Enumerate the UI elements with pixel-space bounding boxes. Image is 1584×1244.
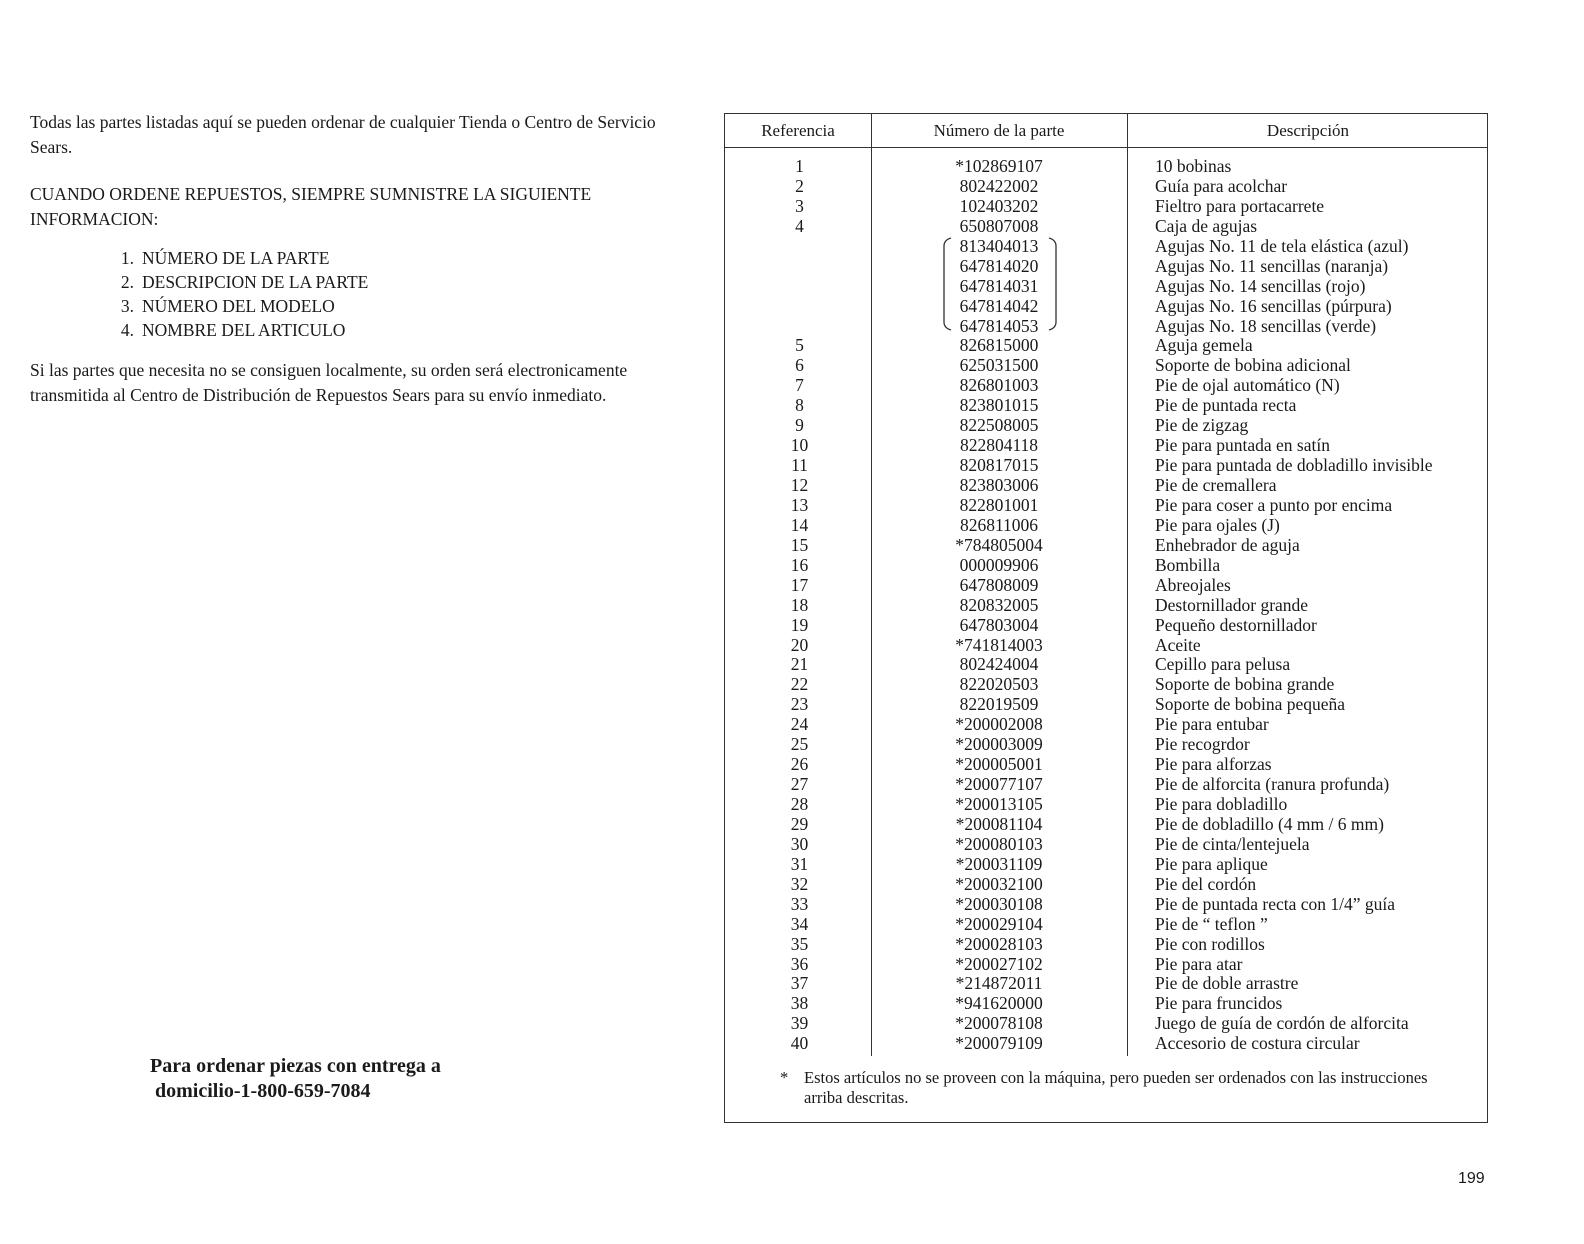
description-cell: Fieltro para portacarrete [1155, 195, 1325, 216]
table-row [725, 654, 1489, 674]
ref-cell: 10 [790, 435, 809, 456]
description-cell: Pie para fruncidos [1155, 993, 1283, 1014]
description-cell: Pie para entubar [1155, 714, 1269, 735]
part-number-cell: *200029104 [955, 913, 1043, 934]
table-row [725, 355, 1489, 375]
part-number-cell: 647803004 [959, 614, 1039, 635]
part-number-cell: 647814031 [959, 275, 1039, 296]
description-cell: Pie de doble arrastre [1155, 973, 1299, 994]
part-number-cell: *741814003 [955, 634, 1043, 655]
description-cell: Pie de cremallera [1155, 475, 1277, 495]
part-number-cell: 647814020 [959, 255, 1039, 276]
description-cell: Pie para dobladillo [1155, 794, 1288, 814]
part-number-cell: *200079109 [955, 1033, 1043, 1054]
ref-cell: 18 [790, 594, 809, 615]
order-phone-line: domicilio-1-800-659-7084 [155, 1080, 371, 1102]
ref-cell: 38 [790, 993, 809, 1014]
table-row [725, 734, 1489, 754]
table-row [725, 276, 1489, 296]
table-row [725, 415, 1489, 435]
ref-cell: 14 [790, 514, 809, 535]
ref-cell: 32 [790, 873, 809, 894]
ref-cell: 1 [795, 156, 804, 176]
intro-text: Todas las partes listadas aquí se pueden ordenar de cualquier Tienda o Centro de Servicio Sears. [30, 112, 656, 157]
ref-cell: 4 [795, 215, 804, 236]
description-cell: Agujas No. 18 sencillas (verde) [1155, 315, 1377, 336]
part-number-cell: *200078108 [955, 1013, 1043, 1034]
table-row [725, 714, 1489, 734]
ref-cell: 5 [795, 335, 804, 356]
table-row [725, 435, 1489, 455]
ref-cell: 26 [790, 754, 809, 775]
table-row [725, 894, 1489, 914]
description-cell: Soporte de bobina grande [1155, 674, 1335, 695]
ref-cell: 7 [795, 375, 804, 396]
description-cell: Pie para aplique [1155, 853, 1268, 874]
description-cell: Enhebrador de aguja [1155, 534, 1300, 555]
table-footnote [780, 1068, 1460, 1108]
part-number-cell: *200028103 [955, 933, 1043, 954]
instructions-column [30, 110, 680, 408]
ref-cell: 8 [795, 395, 804, 416]
table-row [725, 814, 1489, 834]
phone-order-callout [150, 1054, 650, 1104]
ref-cell: 27 [790, 774, 809, 795]
table-row [725, 216, 1489, 236]
footnote-text: Estos artículos no se proveen con la máquina, pero pueden ser ordenados con las instrucciones arriba descritas. [804, 1068, 1428, 1107]
ref-cell: 35 [790, 933, 809, 954]
table-row [725, 495, 1489, 515]
ref-cell: 6 [795, 355, 804, 376]
table-body [725, 156, 1489, 1053]
description-cell: Caja de agujas [1155, 215, 1258, 236]
ref-cell: 25 [790, 734, 809, 755]
list-item: 2. DESCRIPCION DE LA PARTE [120, 272, 369, 292]
description-cell: Pie de puntada recta con 1/4” guía [1155, 893, 1396, 914]
table-row [725, 1033, 1489, 1053]
part-number-cell: 823803006 [959, 475, 1039, 495]
ref-cell: 23 [790, 694, 809, 715]
part-number-cell: *200032100 [955, 873, 1043, 894]
ref-cell: 20 [790, 634, 809, 655]
part-number-cell: *200080103 [955, 833, 1043, 854]
table-row [725, 1013, 1489, 1033]
local-availability-note: Si las partes que necesita no se consiguen localmente, su orden será electronicamente transmitida al Centro de Distribución de Repuestos Sears para su envío inmediato. [30, 360, 628, 405]
part-number-cell: 000009906 [959, 554, 1039, 575]
description-cell: 10 bobinas [1155, 156, 1232, 176]
description-cell: Agujas No. 11 sencillas (naranja) [1155, 255, 1389, 276]
part-number-cell: 822508005 [959, 415, 1039, 436]
table-row [725, 575, 1489, 595]
part-number-cell: 102403202 [959, 195, 1039, 216]
part-number-cell: 820817015 [959, 455, 1039, 476]
description-cell: Pie para alforzas [1155, 754, 1272, 775]
ref-cell: 39 [790, 1013, 809, 1034]
description-cell: Pequeño destornillador [1155, 614, 1317, 635]
ref-cell: 9 [795, 415, 804, 436]
order-line-1: Para ordenar piezas con entrega a [150, 1055, 441, 1077]
table-row [725, 375, 1489, 395]
table-row [725, 296, 1489, 316]
ref-cell: 19 [790, 614, 809, 635]
description-cell: Destornillador grande [1155, 594, 1309, 615]
table-row [725, 615, 1489, 635]
table-row [725, 854, 1489, 874]
description-cell: Guía para acolchar [1155, 175, 1288, 196]
description-cell: Pie para coser a punto por encima [1155, 494, 1393, 515]
table-row [725, 595, 1489, 615]
ref-cell: 34 [790, 913, 809, 934]
description-cell: Agujas No. 11 de tela elástica (azul) [1155, 235, 1409, 256]
ref-cell: 2 [795, 175, 804, 196]
part-number-cell: *200027102 [955, 953, 1043, 974]
ref-cell: 30 [790, 833, 809, 854]
table-row [725, 834, 1489, 854]
table-row [725, 535, 1489, 555]
table-row [725, 256, 1489, 276]
part-number-cell: *200031109 [955, 853, 1043, 874]
part-number-cell: 802422002 [959, 175, 1039, 196]
description-cell: Cepillo para pelusa [1155, 654, 1291, 675]
description-cell: Abreojales [1155, 574, 1231, 595]
header-referencia: Referencia [761, 121, 835, 140]
part-number-cell: *200081104 [955, 813, 1043, 834]
table-row [725, 455, 1489, 475]
ref-cell: 21 [790, 654, 809, 675]
part-number-cell: *784805004 [955, 534, 1043, 555]
ref-cell: 31 [790, 853, 809, 874]
table-row [725, 874, 1489, 894]
header-numero-parte: Número de la parte [933, 121, 1065, 140]
description-cell: Agujas No. 16 sencillas (púrpura) [1155, 295, 1392, 316]
footnote-asterisk: * [780, 1068, 789, 1087]
description-cell: Pie para puntada en satín [1155, 435, 1330, 456]
ref-cell: 3 [795, 195, 804, 216]
ref-cell: 37 [790, 973, 809, 994]
part-number-cell: *200005001 [955, 754, 1043, 775]
part-number-cell: 826801003 [959, 375, 1039, 396]
table-row [725, 934, 1489, 954]
part-number-cell: 647814053 [959, 315, 1039, 336]
part-number-cell: 647808009 [959, 574, 1039, 595]
table-row [725, 236, 1489, 256]
table-row [725, 754, 1489, 774]
part-number-cell: 647814042 [959, 295, 1039, 316]
header-descripcion: Descripción [1266, 121, 1350, 140]
table-row [725, 335, 1489, 355]
table-row [725, 993, 1489, 1013]
ref-cell: 12 [790, 475, 809, 495]
description-cell: Pie del cordón [1155, 873, 1257, 894]
part-number-cell: 625031500 [959, 355, 1039, 376]
order-info-heading: CUANDO ORDENE REPUESTOS, SIEMPRE SUMNISTRE LA SIGUIENTE INFORMACION: [30, 184, 592, 229]
ref-cell: 33 [790, 893, 809, 914]
list-item: 4. NOMBRE DEL ARTICULO [120, 320, 346, 340]
table-row [725, 196, 1489, 216]
part-number-cell: 650807008 [959, 215, 1039, 236]
header-divider [725, 147, 1487, 148]
description-cell: Juego de guía de cordón de alforcita [1155, 1013, 1409, 1034]
description-cell: Pie de puntada recta [1155, 395, 1297, 416]
table-row [725, 635, 1489, 655]
part-number-cell: *214872011 [955, 973, 1043, 994]
table-row [725, 515, 1489, 535]
ref-cell: 22 [790, 674, 809, 695]
ref-cell: 11 [791, 455, 808, 476]
description-cell: Pie para atar [1155, 953, 1243, 974]
part-number-cell: *200013105 [955, 794, 1043, 814]
part-number-cell: 822801001 [959, 494, 1039, 515]
description-cell: Aceite [1155, 634, 1201, 655]
part-number-cell: *200077107 [955, 774, 1043, 795]
table-row [725, 794, 1489, 814]
ref-cell: 15 [790, 534, 809, 555]
table-row [725, 475, 1489, 495]
parts-table [724, 113, 1488, 1123]
table-row [725, 973, 1489, 993]
description-cell: Pie de “ teflon ” [1155, 913, 1268, 934]
part-number-cell: 802424004 [959, 654, 1039, 675]
required-info-list [30, 246, 680, 342]
description-cell: Bombilla [1155, 554, 1221, 575]
table-row [725, 395, 1489, 415]
part-number-cell: *200030108 [955, 893, 1043, 914]
ref-cell: 13 [790, 494, 809, 515]
part-number-cell: 820832005 [959, 594, 1039, 615]
ref-cell: 29 [790, 813, 809, 834]
part-number-cell: *102869107 [955, 156, 1043, 176]
description-cell: Pie para ojales (J) [1155, 514, 1280, 535]
ref-cell: 28 [790, 794, 809, 814]
part-number-cell: *941620000 [955, 993, 1043, 1014]
page-number: 199 [1458, 1170, 1485, 1187]
part-number-cell: 813404013 [959, 235, 1039, 256]
part-number-cell: *200002008 [955, 714, 1043, 735]
part-number-cell: *200003009 [955, 734, 1043, 755]
description-cell: Aguja gemela [1155, 335, 1253, 356]
part-number-cell: 823801015 [959, 395, 1039, 416]
table-row [725, 176, 1489, 196]
ref-cell: 16 [790, 554, 809, 575]
description-cell: Soporte de bobina pequeña [1155, 694, 1346, 715]
description-cell: Pie de cinta/lentejuela [1155, 833, 1310, 854]
ref-cell: 40 [790, 1033, 809, 1054]
table-row [725, 316, 1489, 336]
description-cell: Soporte de bobina adicional [1155, 355, 1351, 376]
ref-cell: 36 [790, 953, 809, 974]
table-row [725, 954, 1489, 974]
ref-cell: 17 [790, 574, 809, 595]
part-number-cell: 822019509 [959, 694, 1039, 715]
list-item: 3. NÚMERO DEL MODELO [120, 296, 335, 316]
ref-cell: 24 [790, 714, 809, 735]
table-row [725, 774, 1489, 794]
description-cell: Pie de ojal automático (N) [1155, 375, 1340, 396]
table-row [725, 694, 1489, 714]
table-row [725, 914, 1489, 934]
part-number-cell: 822804118 [959, 435, 1039, 456]
description-cell: Pie de alforcita (ranura profunda) [1155, 774, 1390, 795]
part-number-cell: 826815000 [959, 335, 1039, 356]
table-row [725, 674, 1489, 694]
part-number-cell: 826811006 [959, 514, 1039, 535]
description-cell: Pie con rodillos [1155, 933, 1265, 954]
table-row [725, 555, 1489, 575]
description-cell: Pie recogrdor [1155, 734, 1250, 755]
description-cell: Agujas No. 14 sencillas (rojo) [1155, 275, 1366, 296]
description-cell: Pie de dobladillo (4 mm / 6 mm) [1155, 813, 1384, 834]
description-cell: Accesorio de costura circular [1155, 1033, 1360, 1054]
description-cell: Pie para puntada de dobladillo invisible [1155, 455, 1433, 476]
list-item: 1. NÚMERO DE LA PARTE [120, 248, 330, 268]
description-cell: Pie de zigzag [1155, 415, 1249, 436]
part-number-cell: 822020503 [959, 674, 1039, 695]
table-row [725, 156, 1489, 176]
